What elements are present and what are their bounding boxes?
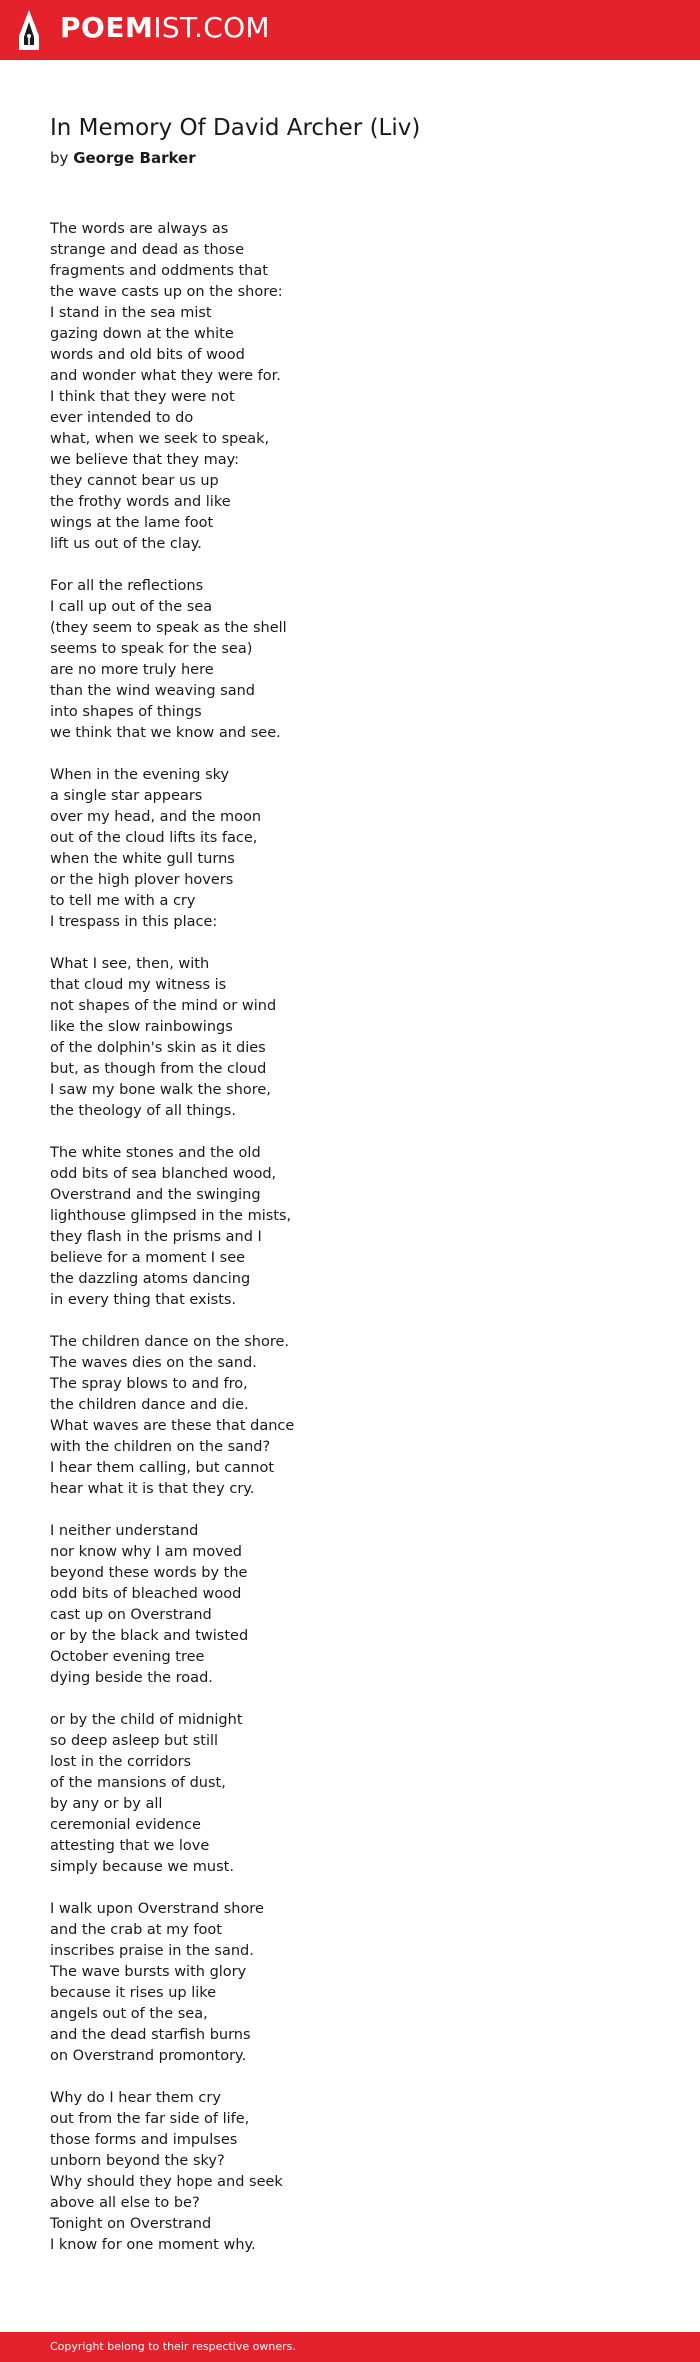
poem-line: I trespass in this place: (50, 914, 218, 930)
poem-line: simply because we must. (50, 1859, 234, 1875)
poem-line: we think that we know and see. (50, 725, 281, 741)
poem-line: what, when we seek to speak, (50, 431, 270, 447)
poem-line: I stand in the sea mist (50, 305, 212, 321)
poem-line: beyond these words by the (50, 1565, 248, 1581)
poem-line: but, as though from the cloud (50, 1061, 267, 1077)
poem-line: or by the black and twisted (50, 1628, 249, 1644)
poem-line: I think that they were not (50, 389, 235, 405)
poem-line: words and old bits of wood (50, 347, 245, 363)
poem-line: dying beside the road. (50, 1670, 213, 1686)
poem-line: fragments and oddments that (50, 263, 268, 279)
poem-line: nor know why I am moved (50, 1544, 243, 1560)
pen-nib-icon[interactable] (17, 9, 41, 51)
stanza (50, 576, 650, 744)
poem-line: The spray blows to and fro, (50, 1376, 248, 1392)
poem-line: inscribes praise in the sand. (50, 1943, 254, 1959)
poem-line: of the dolphin's skin as it dies (50, 1040, 266, 1056)
stanza (50, 1143, 650, 1311)
poem-line: The words are always as (50, 221, 229, 237)
poem-line: For all the reflections (50, 578, 204, 594)
poem-line: on Overstrand promontory. (50, 2048, 247, 2064)
poem-line: Why do I hear them cry (50, 2090, 221, 2106)
poem-line: cast up on Overstrand (50, 1607, 212, 1623)
poem-line: the dazzling atoms dancing (50, 1271, 251, 1287)
poem-line: the wave casts up on the shore: (50, 284, 283, 300)
poem-line: Overstrand and the swinging (50, 1187, 261, 1203)
poem-line: of the mansions of dust, (50, 1775, 226, 1791)
poem-line: ever intended to do (50, 410, 194, 426)
poem-line: angels out of the sea, (50, 2006, 208, 2022)
stanza (50, 2088, 650, 2256)
poem-line: and wonder what they were for. (50, 368, 281, 384)
poem-line: and the crab at my foot (50, 1922, 222, 1938)
poem-line: Why should they hope and seek (50, 2174, 283, 2190)
poem-line: the children dance and die. (50, 1397, 249, 1413)
poem-line: over my head, and the moon (50, 809, 262, 825)
poem-line: are no more truly here (50, 662, 214, 678)
stanza (50, 954, 650, 1122)
poem-line: out from the far side of life, (50, 2111, 250, 2127)
poem-line: wings at the lame foot (50, 515, 214, 531)
poem-line: What waves are these that dance (50, 1418, 295, 1434)
poem-body (50, 219, 650, 2277)
poem-line: to tell me with a cry (50, 893, 196, 909)
poem-line: I call up out of the sea (50, 599, 213, 615)
poem-line: The waves dies on the sand. (50, 1355, 257, 1371)
poem-line: or by the child of midnight (50, 1712, 243, 1728)
poem-line: like the slow rainbowings (50, 1019, 233, 1035)
stanza (50, 765, 650, 933)
poem-line: lift us out of the clay. (50, 536, 202, 552)
poem-line: when the white gull turns (50, 851, 235, 867)
poem-line: or the high plover hovers (50, 872, 234, 888)
poem-line: Tonight on Overstrand (50, 2216, 212, 2232)
poem-line: a single star appears (50, 788, 203, 804)
poem-line: in every thing that exists. (50, 1292, 237, 1308)
poem-line: because it rises up like (50, 1985, 217, 2001)
poem-line: by any or by all (50, 1796, 163, 1812)
poem-line: When in the evening sky (50, 767, 230, 783)
poem-line: odd bits of bleached wood (50, 1586, 242, 1602)
poem-line: than the wind weaving sand (50, 683, 255, 699)
stanza (50, 1710, 650, 1878)
poem-line: not shapes of the mind or wind (50, 998, 277, 1014)
poem-line: odd bits of sea blanched wood, (50, 1166, 277, 1182)
poem-line: attesting that we love (50, 1838, 210, 1854)
poem-line: strange and dead as those (50, 242, 244, 258)
poem-line: they flash in the prisms and I (50, 1229, 262, 1245)
stanza (50, 1521, 650, 1689)
poem-title: In Memory Of David Archer (Liv) (50, 115, 421, 141)
stanza (50, 1899, 650, 2067)
poem-line: lost in the corridors (50, 1754, 192, 1770)
poem-line: believe for a moment I see (50, 1250, 246, 1266)
poem-line: that cloud my witness is (50, 977, 227, 993)
poem-line: seems to speak for the sea) (50, 641, 253, 657)
poem-line: and the dead starfish burns (50, 2027, 251, 2043)
poem-line: those forms and impulses (50, 2132, 238, 2148)
poem-line: What I see, then, with (50, 956, 210, 972)
poem-line: so deep asleep but still (50, 1733, 219, 1749)
poem-line: I know for one moment why. (50, 2237, 256, 2253)
poem-line: The white stones and the old (50, 1145, 261, 1161)
poem-line: I neither understand (50, 1523, 199, 1539)
poem-line: we believe that they may: (50, 452, 240, 468)
site-header (0, 0, 700, 60)
poem-line: I saw my bone walk the shore, (50, 1082, 271, 1098)
poem-line: I hear them calling, but cannot (50, 1460, 275, 1476)
byline (50, 147, 196, 169)
poem-line: The children dance on the shore. (50, 1334, 290, 1350)
author-name: George Barker (73, 149, 196, 167)
stanza (50, 219, 650, 555)
poem-line: with the children on the sand? (50, 1439, 271, 1455)
logo-light-text: IST.COM (153, 11, 270, 44)
poem-line: they cannot bear us up (50, 473, 219, 489)
site-footer (0, 2332, 700, 2362)
poem-line: ceremonial evidence (50, 1817, 201, 1833)
poem-line: I walk upon Overstrand shore (50, 1901, 264, 1917)
stanza (50, 1332, 650, 1500)
poem-line: unborn beyond the sky? (50, 2153, 225, 2169)
poem-line: hear what it is that they cry. (50, 1481, 255, 1497)
site-logo-link[interactable] (60, 11, 270, 45)
logo-bold-text: POEM (60, 11, 154, 44)
poem-line: gazing down at the white (50, 326, 234, 342)
copyright-text: Copyright belong to their respective owners. (50, 2340, 296, 2353)
poem-line: (they seem to speak as the shell (50, 620, 287, 636)
poem-line: the frothy words and like (50, 494, 231, 510)
poem-line: The wave bursts with glory (50, 1964, 247, 1980)
by-label: by (50, 149, 69, 167)
poem-line: October evening tree (50, 1649, 205, 1665)
poem-line: into shapes of things (50, 704, 202, 720)
poem-line: the theology of all things. (50, 1103, 236, 1119)
poem-line: lighthouse glimpsed in the mists, (50, 1208, 292, 1224)
poem-line: out of the cloud lifts its face, (50, 830, 258, 846)
poem-line: above all else to be? (50, 2195, 200, 2211)
